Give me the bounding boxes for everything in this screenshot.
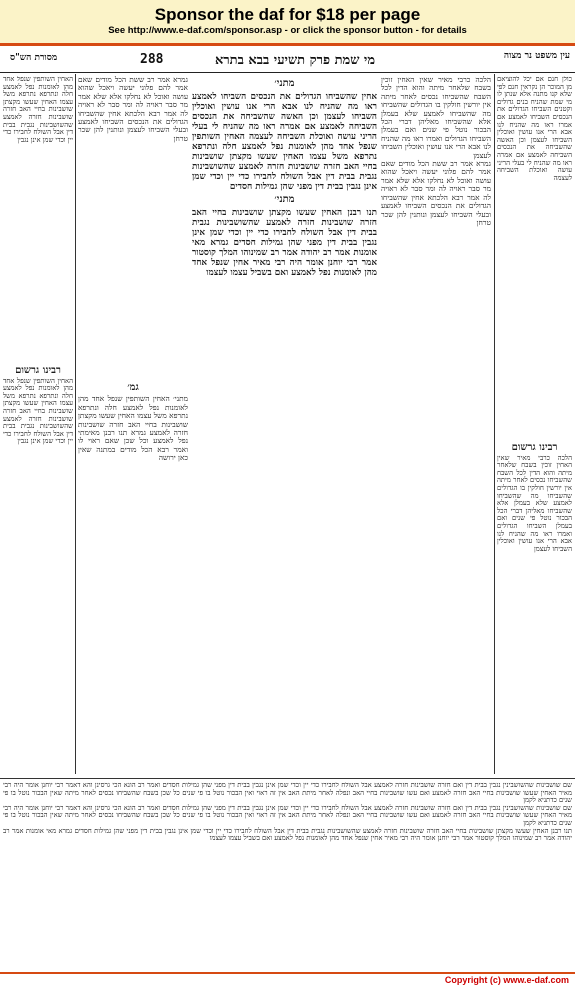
rabbeinu-gershom-right	[497, 441, 572, 721]
commentary-text: הלכה כרבי מאיר שאין האחין זוכין בשבח שלאחר מיתה והוא הדין לכל השבח שהשביחו נכסים לאחר מיתה אין יורשין חולקין בו הגדולים שהשביחו מה שהשביחו לאמצע שלא בעמלן אלא שהשביחו מאליהן דברי הכל הבכור נוטל פי שנים ואם בעמלן השביחו הגדולים ואמרו ראו מה שהניח לנו אבא הרי אנו עושין ואוכלין השביחו לעצמן	[381, 76, 491, 160]
rabbeinu-gershom-left	[3, 364, 73, 764]
chapter-title: מי שמת פרק תשיעי בבא בתרא	[214, 53, 376, 68]
commentary-text: שם שושבינות שהשושבינין נגבין בבית דין ואם חזרה שושבינות חזרה לאמצע אבל השולח לחבירו כדי יין וכדי שמן אינן נגבין בבית דין מפני שהן גמילות חסדים ואמר רב הונא הכי גרסינן והא דאמר רבי יוחנן אומר היה רבי מאיר האחין שעשו שושבינות בחיי האב חזרה לאמצע ואם עשו שושבינות בחיי האב ונפלה לאחר מיתת האב אין זה ראוי ואין הבכור נוטל בו פי שנים כל שכן בשבח שהשביחו נכסים לאחר מיתה שאין הבכור נוטל בו פי שנים כדתניא לקמן	[3, 782, 572, 805]
ein-mishpat-heading: עין משפט נר מצוה	[503, 51, 570, 61]
sponsor-banner[interactable]	[0, 0, 575, 46]
divider	[75, 74, 76, 774]
matni-heading-2: מתני׳	[274, 194, 295, 205]
divider	[0, 778, 575, 779]
sponsor-link[interactable]: Sponsor the daf for $18 per page	[154, 5, 421, 24]
sponsor-details: See http://www.e-daf.com/sponsor.asp - or click the sponsor button - for details	[108, 25, 467, 36]
gemara-main-upper	[192, 76, 377, 636]
gemara-text: אחין שהשביחו הגדולים את הנכסים השביחו לאמצע ראו מה שהניח לנו אבא הרי אנו עושין ואוכלין השביחו לעצמן וכן האשה שהשביחה את הנכסים השביחה לאמצע אם אמרה ראו מה שהניח לי בעלי הריני עושה ואוכלת השביחה לעצמה האחין השותפין שנפל אחד מהן לאומנות נפל לאמצע חלה ונתרפא נתרפא משל עצמו האחין שעשו מקצתן שושבינות בחיי האב חזרה שושבינות חזרה לאמצע שהשושבינות נגבית בבית דין אבל השולח לחבירו כדי יין וכדי שמן אינן נגבין בבית דין מפני שהן גמילות חסדים	[192, 92, 377, 192]
commentary-text-cont: גמרא אמר רב ששת הכל מודים שאם אמר להם פלוני יעשה ויאכל שהוא עושה ואוכל לא נחלקו אלא שלא אמר מר סבר ראויה לה ומר סבר לא ראויה לה אמר רבא הלכתא אחין שהשביחו הגדולים את הנכסים השביחו לאמצע ובעלי השביחו לעצמן ונותנין להן שכר טרחן	[381, 159, 491, 227]
commentary-text-cont: שם שושבינות שהשושבינין נגבין בבית דין ואם חזרה שושבינות חזרה לאמצע אבל השולח לחבירו כדי יין וכדי שמן אינן נגבין בבית דין מפני שהן גמילות חסדים ואמר רב הונא הכי גרסינן והא דאמר רבי יוחנן אומר היה רבי מאיר האחין שעשו שושבינות בחיי האב חזרה לאמצע ואם עשו שושבינות בחיי האב ונפלה לאחר מיתת האב אין זה ראוי ואין הבכור נוטל בו פי שנים כל שכן בשבח שהשביחו נכסים לאחר מיתה שאין הבכור נוטל בו פי שנים כדתניא לקמן	[3, 803, 572, 827]
page-number: 288	[140, 52, 164, 67]
matni-heading: מתני׳	[274, 78, 295, 89]
commentary-text-cont2: תנו רבנן האחין שעשו מקצתן שושבינות בחיי האב חזרה שושבינות חזרה לאמצע שהשושבינות נגבית בבית דין אבל השולח לחבירו כדי יין וכדי שמן אינן נגבין בבית דין מפני שהן גמילות חסדים גמרא מאי אומנות אמר רב יהודה אמר רב שמינוהו המלך קוסטור אמר רבי יוחנן אומר היה רבי מאיר אחין שנפל אחד מהן לאומנות נפל לאמצע ואם בשביל עצמו לעצמו	[3, 826, 572, 843]
page-footer	[0, 972, 575, 990]
talmud-page	[0, 46, 575, 974]
rashi-column	[381, 76, 491, 546]
commentary-text: הלכה כרבי מאיר שאין האחין זוכין בשבח שלאחר מיתה והוא הדין לכל השבח שהשביחו נכסים לאחר מיתה אין יורשין חולקין בו הגדולים שהשביחו מה שהשביחו לאמצע שלא בעמלן אלא שהשביחו מאליהן דברי הכל הבכור נוטל פי שנים ואם בעמלן השביחו הגדולים ואמרו ראו מה שהניח לנו אבא הרי אנו עושין ואוכלין השביחו לעצמן	[497, 453, 572, 553]
page-header	[0, 46, 575, 73]
bottom-commentary	[3, 782, 572, 972]
margin-text: האחין השותפין שנפל אחד מהן לאומנות נפל לאמצע חלה ונתרפא נתרפא משל עצמו האחין שעשו מקצתן שושבינות בחיי האב חזרה שושבינות חזרה לאמצע שהשושבינות נגבית בבית דין אבל השולח לחבירו כדי יין וכדי שמן אינן נגבין	[3, 76, 73, 144]
far-left-margin	[3, 76, 73, 356]
masoret-hashas-heading: מסורת הש"ס	[10, 53, 58, 63]
margin-text: כולן חנם אם יכל להוציאם מן המוכר הן נקראין חנם לפי שלא קנו מתנה אלא שנתן לו מי שמת שהניח בנים גדולים וקטנים השביחו הגדולים את הנכסים השביחו לאמצע אם אמרו ראו מה שהניח לנו אבא הרי אנו עושין ואוכלין השביחו לעצמן וכן האשה שהשביחה את הנכסים השביחה לאמצע אם אמרה ראו מה שהניח לי בעלי הריני עושה ואוכלת השביחה לעצמה	[497, 76, 572, 182]
divider	[494, 74, 495, 774]
tosafot-lower	[78, 381, 188, 761]
gemara-heading: גמ׳	[127, 382, 139, 393]
tosafot-upper	[78, 76, 188, 376]
section-heading: רבינו גרשום	[15, 365, 61, 376]
gemara-text-2: תנו רבנן האחין שעשו מקצתן שושבינות בחיי האב חזרה שושבינות חזרה לאמצע שהשושבינות נגבית בבית דין אבל השולח לחבירו כדי יין וכדי שמן אינן נגבין בבית דין מפני שהן גמילות חסדים גמרא מאי אומנות אמר רב יהודה אמר רב שמינוהו המלך קוסטור אמר רבי יוחנן אומר היה רבי מאיר אחין שנפל אחד מהן לאומנות נפל לאמצע ואם בשביל עצמו לעצמו	[192, 208, 377, 278]
commentary-text: מתני׳ האחין השותפין שנפל אחד מהן לאומנות נפל לאמצע חלה ונתרפא נתרפא משל עצמו האחין שעשו מקצתן שושבינות בחיי האב חזרה שושבינות חזרה לאמצע גמרא תנו רבנן מאימתי נפל לאמצע וכל שכן שאם ראוי לו ואמר רבא הכל מודים במתנה שאין כאן ירושה	[78, 394, 188, 463]
copyright-link[interactable]: Copyright (c) www.e-daf.com	[444, 975, 569, 985]
commentary-text: גמרא אמר רב ששת הכל מודים שאם אמר להם פלוני יעשה ויאכל שהוא עושה ואוכל לא נחלקו אלא שלא אמר מר סבר ראויה לה ומר סבר לא ראויה לה אמר רבא הלכתא אחין שהשביחו הגדולים את הנכסים השביחו לאמצע ובעלי השביחו לעצמן ונותנין להן שכר טרחן	[78, 76, 188, 143]
section-heading: רבינו גרשום	[511, 442, 558, 453]
commentary-text: האחין השותפין שנפל אחד מהן לאומנות נפל לאמצע חלה ונתרפא נתרפא משל עצמו האחין שעשו מקצתן שושבינות בחיי האב חזרה שושבינות חזרה לאמצע שהשושבינות נגבית בבית דין אבל השולח לחבירו כדי יין וכדי שמן אינן נגבין	[3, 376, 73, 446]
far-right-margin	[497, 76, 572, 436]
